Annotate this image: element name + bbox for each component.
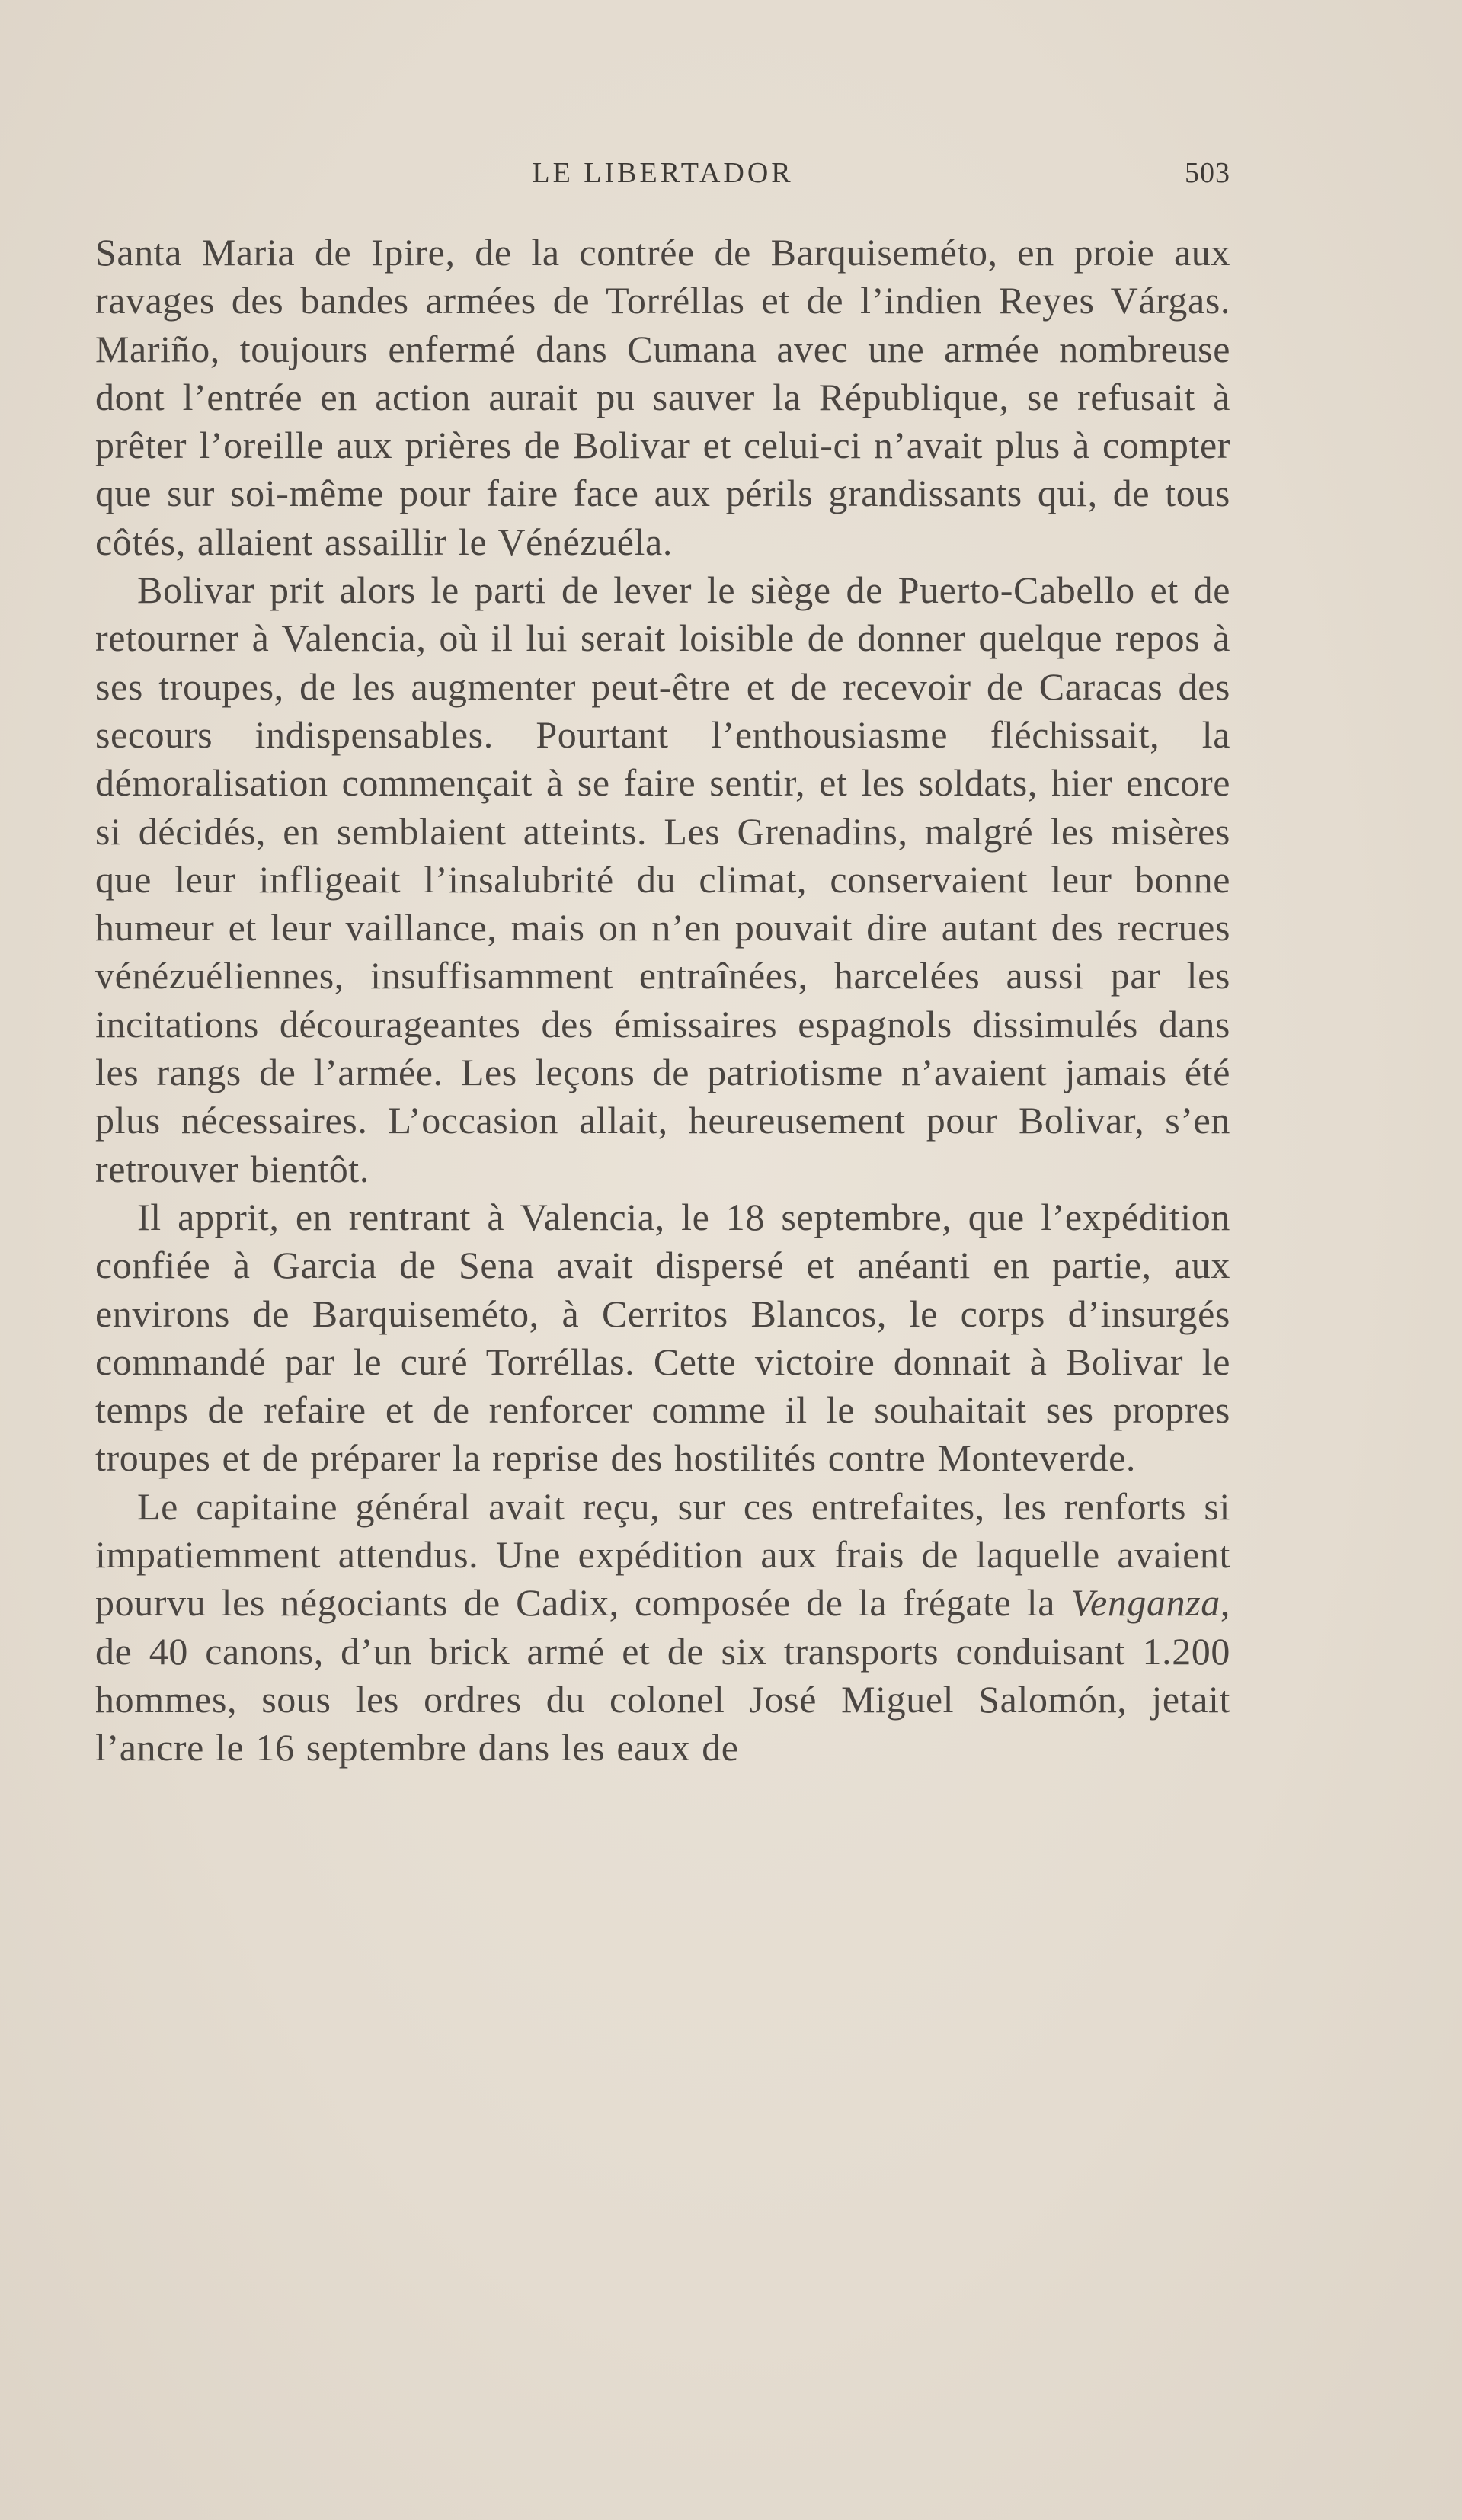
- body-text: [95, 229, 1230, 1772]
- paragraph-continuation: Santa Maria de Ipire, de la contrée de Barquiseméto, en proie aux ravages des bandes armées de Torréllas et de l’indien Reyes Várgas. Mariño, toujours enfermé dans Cumana avec une armée nombreuse dont l’entrée en action aurait pu sauver la République, se refusait à prêter l’oreille aux prières de Bolivar et celui-ci n’avait plus à compter que sur soi-même pour faire face aux périls grandissants qui, de tous côtés, allaient assaillir le Vénézuéla.: [95, 231, 1230, 563]
- paragraph: [95, 1483, 1230, 1772]
- paragraph: Il apprit, en rentrant à Valencia, le 18 septembre, que l’expédition confiée à Garcia de Sena avait dispersé et anéanti en partie, aux environs de Barquiseméto, à Cerritos Blancos, le corps d’insurgés commandé par le curé Torréllas. Cette victoire donnait à Bolivar le temps de refaire et de renforcer comme il le souhaitait ses propres troupes et de préparer la reprise des hostilités contre Monteverde.: [95, 1195, 1230, 1480]
- paragraph-text: Le capitaine général avait reçu, sur ces entrefaites, les renforts si impatiemment attendus. Une expédition aux frais de laquelle avaient pourvu les négociants de Cadix, composée de la frégate la: [95, 1484, 1230, 1625]
- paragraph-text: , de 40 canons, d’un brick armé et de six transports conduisant 1.200 hommes, sous les ordres du colonel José Miguel Salomón, jetait l’ancre le 16 septembre dans les eaux de: [95, 1581, 1230, 1769]
- running-title: LE LIBERTADOR: [532, 157, 794, 189]
- ship-name: Venganza: [1070, 1581, 1220, 1625]
- page-number: 503: [1185, 157, 1230, 189]
- running-head: [95, 156, 1230, 202]
- paragraph: Bolivar prit alors le parti de lever le siège de Puerto-Cabello et de retourner à Valencia, où il lui serait loisible de donner quelque repos à ses troupes, de les augmenter peut-être et de recevoir de Caracas des secours indispensables. Pourtant l’enthousiasme fléchissait, la démoralisation commençait à se faire sentir, et les soldats, hier encore si décidés, en semblaient atteints. Les Grenadins, malgré les misères que leur infligeait l’insalubrité du climat, conservaient leur bonne humeur et leur vaillance, mais on n’en pouvait dire autant des recrues vénézuéliennes, insuffisamment entraînées, harcelées aussi par les incitations décourageantes des émissaires espagnols dissimulés dans les rangs de l’armée. Les leçons de patriotisme n’avaient jamais été plus nécessaires. L’occasion allait, heureusement pour Bolivar, s’en retrouver bientôt.: [95, 568, 1230, 1190]
